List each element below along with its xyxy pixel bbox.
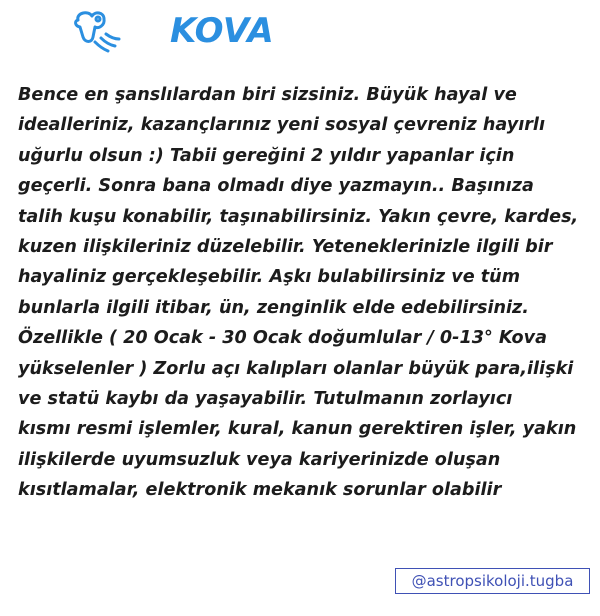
text-line: idealleriniz, kazançlarınız yeni sosyal çevreniz hayırlı (18, 115, 545, 136)
text-line: hayaliniz gerçekleşebilir. Aşkı bulabilirsiniz ve tüm (18, 267, 521, 288)
header (0, 0, 600, 70)
text-line: kısıtlamalar, elektronik mekanık sorunlar olabilir (18, 480, 502, 501)
text-line: Özellikle ( 20 Ocak - 30 Ocak doğumlular / 0-13° Kova (18, 328, 547, 349)
page-title: KOVA (170, 11, 275, 51)
text-line: kısmı resmi işlemler, kural, kanun gerektiren işler, yakın (18, 419, 577, 440)
text-line: ilişkilerde uyumsuzluk veya kariyerinizde oluşan (18, 449, 501, 470)
instagram-handle-label: @astropsikoloji.tugba (395, 568, 590, 594)
text-line: kuzen ilişkileriniz düzelebilir. Yeteneklerinizle ilgili bir (18, 237, 553, 258)
text-line: uğurlu olsun :) Tabii gereğini 2 yıldır yapanlar için (18, 145, 515, 166)
text-line: bunlarla ilgili itibar, ün, zenginlik elde edebilirsiniz. (18, 297, 529, 318)
text-line: geçerli. Sonra bana olmadı diye yazmayın.. Başınıza (18, 176, 534, 197)
text-line: yükselenler ) Zorlu açı kalıpları olanlar büyük para,ilişki (18, 358, 574, 379)
text-line: talih kuşu konabilir, taşınabilirsiniz. Yakın çevre, kardes, (18, 206, 579, 227)
horoscope-text (18, 80, 588, 506)
text-line: ve statü kaybı da yaşayabilir. Tutulmanın zorlayıcı (18, 389, 513, 410)
text-line: Bence en şanslılardan biri sizsiniz. Büyük hayal ve (18, 85, 517, 105)
aquarius-water-bearer-icon (68, 8, 126, 62)
